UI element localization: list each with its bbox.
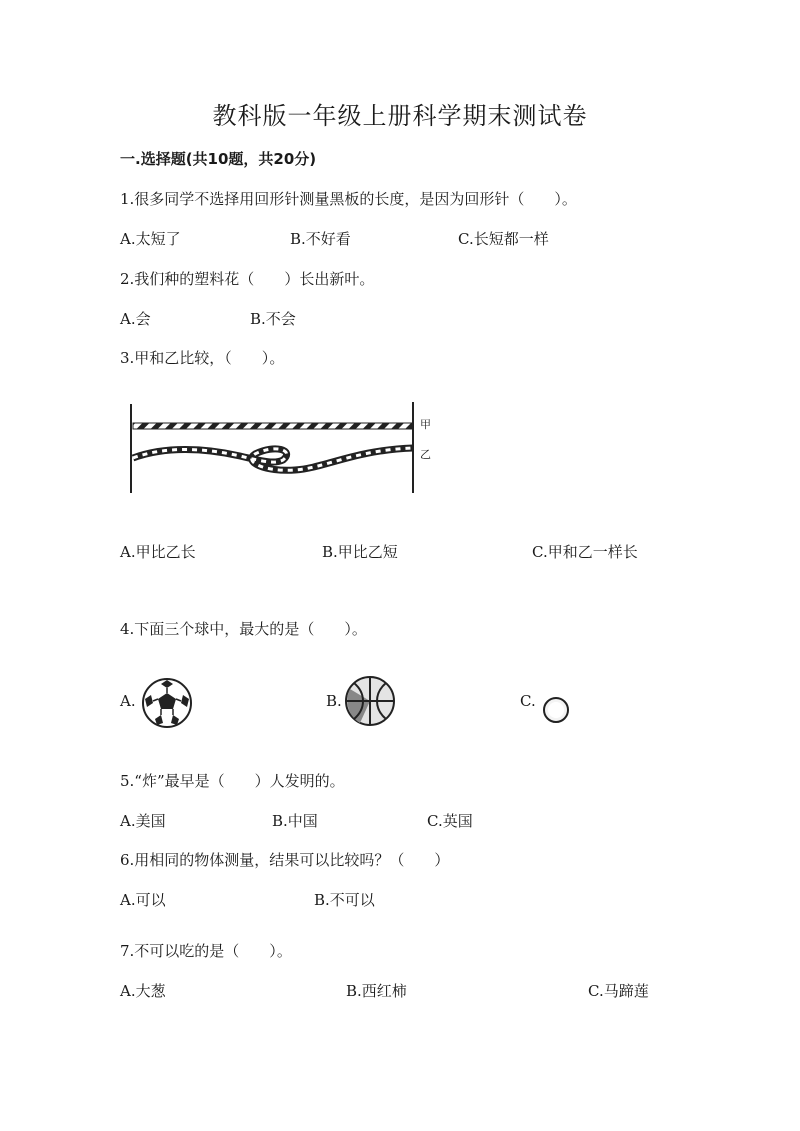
question-1-option-c[interactable]: C.长短都一样 bbox=[458, 230, 549, 248]
question-4-option-a[interactable]: A. bbox=[120, 692, 136, 710]
question-1-option-a[interactable]: A.太短了 bbox=[120, 230, 181, 248]
question-7-option-c[interactable]: C.马蹄莲 bbox=[588, 982, 649, 1000]
question-4-option-b[interactable]: B. bbox=[326, 692, 342, 710]
question-1-stem: 1.很多同学不选择用回形针测量黑板的长度，是因为回形针（ ）。 bbox=[120, 190, 577, 208]
question-3-option-c[interactable]: C.甲和乙一样长 bbox=[532, 543, 638, 561]
question-6-stem: 6.用相同的物体测量，结果可以比较吗？（ ） bbox=[120, 851, 450, 869]
question-6-option-a[interactable]: A.可以 bbox=[120, 891, 166, 909]
question-7-stem: 7.不可以吃的是（ ）。 bbox=[120, 942, 292, 960]
soccer-ball-icon bbox=[141, 677, 193, 729]
question-4-stem: 4.下面三个球中，最大的是（ ）。 bbox=[120, 620, 367, 638]
question-3-option-a[interactable]: A.甲比乙长 bbox=[120, 543, 196, 561]
basketball-icon bbox=[344, 675, 396, 727]
question-7-option-b[interactable]: B.西红柿 bbox=[346, 982, 407, 1000]
question-2-option-b[interactable]: B.不会 bbox=[250, 310, 296, 328]
rope-label-yi: 乙 bbox=[420, 448, 431, 461]
section-heading: 一.选择题(共10题，共20分) bbox=[120, 150, 317, 168]
question-5-option-c[interactable]: C.英国 bbox=[427, 812, 473, 830]
ping-pong-ball-icon bbox=[541, 695, 571, 725]
question-5-option-b[interactable]: B.中国 bbox=[272, 812, 318, 830]
question-3-option-b[interactable]: B.甲比乙短 bbox=[322, 543, 398, 561]
question-3-stem: 3.甲和乙比较，（ ）。 bbox=[120, 349, 285, 367]
question-1-option-b[interactable]: B.不好看 bbox=[290, 230, 351, 248]
question-2-option-a[interactable]: A.会 bbox=[120, 310, 151, 328]
question-2-stem: 2.我们种的塑料花（ ）长出新叶。 bbox=[120, 270, 375, 288]
question-7-option-a[interactable]: A.大葱 bbox=[120, 982, 166, 1000]
question-6-option-b[interactable]: B.不可以 bbox=[314, 891, 375, 909]
rope-comparison-figure bbox=[125, 398, 445, 498]
page-title: 教科版一年级上册科学期末测试卷 bbox=[212, 102, 588, 130]
question-4-option-c[interactable]: C. bbox=[520, 692, 536, 710]
question-5-stem: 5.“炸”最早是（ ）人发明的。 bbox=[120, 772, 345, 790]
question-5-option-a[interactable]: A.美国 bbox=[120, 812, 166, 830]
rope-label-jia: 甲 bbox=[420, 418, 431, 431]
